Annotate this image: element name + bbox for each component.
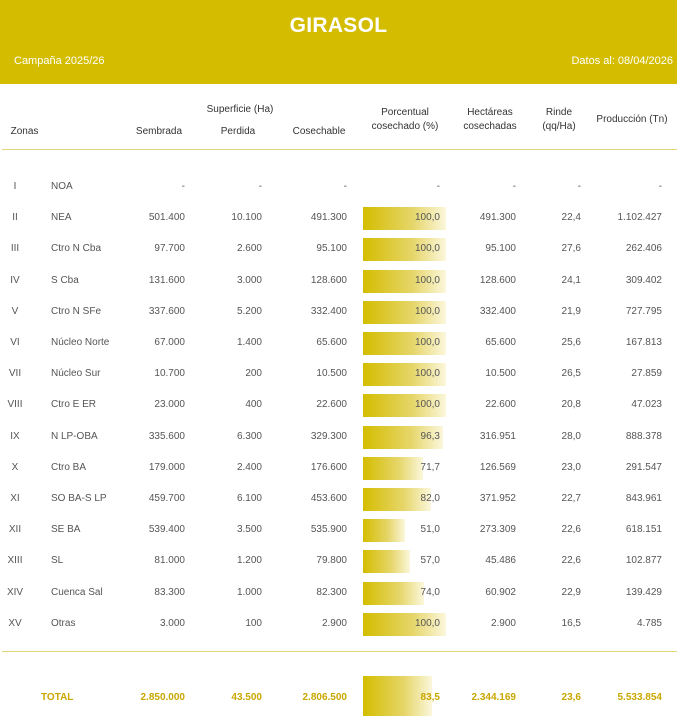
cell-porcentaje: - bbox=[436, 181, 440, 192]
total-porcentaje: 83,5 bbox=[420, 692, 440, 703]
table-row bbox=[0, 549, 683, 573]
total-perdida: 43.500 bbox=[231, 692, 262, 703]
zone-name: N LP-OBA bbox=[51, 430, 98, 442]
cell-cosechable: 82.300 bbox=[316, 586, 347, 598]
zone-number: IV bbox=[10, 274, 20, 286]
cell-produccion: 27.859 bbox=[631, 368, 662, 380]
table-row bbox=[0, 487, 683, 511]
cell-produccion: 262.406 bbox=[625, 243, 662, 255]
cell-cosechable: 332.400 bbox=[310, 305, 347, 317]
campaign-label: Campaña 2025/26 bbox=[14, 55, 105, 67]
zone-name: SO BA-S LP bbox=[51, 493, 107, 504]
cell-rinde: 24,1 bbox=[561, 274, 581, 286]
zone-name: Núcleo Norte bbox=[51, 337, 110, 348]
cell-perdida: - bbox=[258, 181, 262, 192]
cell-hectareas: 95.100 bbox=[485, 243, 516, 255]
cell-produccion: 618.151 bbox=[625, 524, 662, 536]
cell-sembrada: 10.700 bbox=[154, 368, 185, 380]
cell-hectareas: 316.951 bbox=[479, 430, 516, 442]
total-row bbox=[0, 686, 683, 710]
total-sembrada: 2.850.000 bbox=[140, 692, 185, 703]
col-header-porcentual-line2: cosechado (%) bbox=[371, 121, 439, 132]
cell-perdida: 2.600 bbox=[236, 243, 262, 255]
cell-rinde: 28,0 bbox=[561, 430, 581, 442]
total-label: TOTAL bbox=[41, 692, 74, 703]
zone-name: NEA bbox=[51, 212, 72, 224]
cell-porcentaje: 100,0 bbox=[414, 337, 440, 348]
header-divider bbox=[2, 149, 677, 150]
cell-cosechable: - bbox=[343, 181, 347, 192]
cell-hectareas: - bbox=[512, 181, 516, 192]
cell-sembrada: - bbox=[181, 181, 185, 192]
zone-number: XIV bbox=[6, 586, 24, 598]
cell-produccion: 291.547 bbox=[625, 461, 662, 473]
zone-number: XV bbox=[8, 617, 22, 629]
zone-name: SE BA bbox=[51, 524, 81, 536]
cell-rinde: 16,5 bbox=[561, 617, 581, 629]
cell-cosechable: 22.600 bbox=[316, 399, 347, 411]
col-header-sembrada: Sembrada bbox=[135, 126, 183, 137]
cell-hectareas: 2.900 bbox=[490, 617, 516, 629]
cell-rinde: 26,5 bbox=[561, 368, 581, 380]
zone-number: VI bbox=[10, 337, 20, 348]
cell-cosechable: 453.600 bbox=[310, 493, 347, 504]
cell-hectareas: 65.600 bbox=[485, 337, 516, 348]
zone-name: Ctro N SFe bbox=[51, 305, 102, 317]
col-header-rinde bbox=[534, 106, 584, 134]
zone-name: Núcleo Sur bbox=[51, 368, 101, 380]
col-header-rinde-line1: Rinde bbox=[545, 107, 573, 118]
cell-cosechable: 535.900 bbox=[310, 524, 347, 536]
cell-hectareas: 10.500 bbox=[485, 368, 516, 380]
zone-number: VII bbox=[8, 368, 22, 380]
cell-cosechable: 176.600 bbox=[310, 461, 347, 473]
total-divider bbox=[2, 651, 677, 652]
cell-porcentaje: 51,0 bbox=[420, 524, 440, 536]
table-row bbox=[0, 331, 683, 355]
cell-hectareas: 371.952 bbox=[479, 493, 516, 504]
cell-perdida: 2.400 bbox=[236, 461, 262, 473]
cell-cosechable: 491.300 bbox=[310, 212, 347, 224]
table-row bbox=[0, 362, 683, 386]
cell-perdida: 1.200 bbox=[236, 555, 262, 567]
cell-rinde: 25,6 bbox=[561, 337, 581, 348]
cell-porcentaje: 100,0 bbox=[414, 399, 440, 411]
zone-name: S Cba bbox=[51, 274, 79, 286]
cell-produccion: 843.961 bbox=[625, 493, 662, 504]
cell-perdida: 6.100 bbox=[236, 493, 262, 504]
cell-hectareas: 45.486 bbox=[485, 555, 516, 567]
cell-hectareas: 128.600 bbox=[479, 274, 516, 286]
table-row bbox=[0, 300, 683, 324]
cell-rinde: - bbox=[577, 181, 581, 192]
cell-produccion: 1.102.427 bbox=[617, 212, 662, 224]
total-rinde: 23,6 bbox=[561, 692, 581, 703]
zone-name: Ctro BA bbox=[51, 461, 87, 473]
cell-cosechable: 95.100 bbox=[316, 243, 347, 255]
col-header-rinde-line2: (qq/Ha) bbox=[542, 121, 576, 132]
col-header-porcentual bbox=[360, 106, 450, 134]
cell-porcentaje: 100,0 bbox=[414, 243, 440, 255]
cell-perdida: 3.500 bbox=[236, 524, 262, 536]
zone-name: Ctro N Cba bbox=[51, 243, 102, 255]
col-header-produccion: Producción (Tn) bbox=[596, 114, 668, 125]
table-row bbox=[0, 393, 683, 417]
cell-produccion: 4.785 bbox=[636, 617, 662, 629]
cell-sembrada: 539.400 bbox=[148, 524, 185, 536]
zone-name: NOA bbox=[51, 181, 73, 192]
cell-sembrada: 337.600 bbox=[148, 305, 185, 317]
zone-number: III bbox=[10, 243, 20, 255]
cell-cosechable: 128.600 bbox=[310, 274, 347, 286]
data-date-label: Datos al: 08/04/2026 bbox=[571, 55, 673, 67]
cell-hectareas: 273.309 bbox=[479, 524, 516, 536]
zone-number: II bbox=[12, 212, 18, 224]
total-produccion: 5.533.854 bbox=[617, 692, 662, 703]
cell-sembrada: 83.300 bbox=[154, 586, 185, 598]
cell-sembrada: 501.400 bbox=[148, 212, 185, 224]
cell-hectareas: 22.600 bbox=[485, 399, 516, 411]
cell-sembrada: 335.600 bbox=[148, 430, 185, 442]
cell-produccion: 888.378 bbox=[625, 430, 662, 442]
cell-produccion: 309.402 bbox=[625, 274, 662, 286]
cell-hectareas: 332.400 bbox=[479, 305, 516, 317]
cell-rinde: 21,9 bbox=[561, 305, 581, 317]
cell-rinde: 22,4 bbox=[561, 212, 581, 224]
cell-perdida: 10.100 bbox=[231, 212, 262, 224]
cell-perdida: 5.200 bbox=[236, 305, 262, 317]
cell-porcentaje: 57,0 bbox=[420, 555, 440, 567]
table-row bbox=[0, 269, 683, 293]
table-row bbox=[0, 581, 683, 605]
cell-sembrada: 131.600 bbox=[148, 274, 185, 286]
cell-sembrada: 3.000 bbox=[159, 617, 185, 629]
cell-cosechable: 2.900 bbox=[321, 617, 347, 629]
cell-perdida: 400 bbox=[245, 399, 262, 411]
total-cosechable: 2.806.500 bbox=[302, 692, 347, 703]
zone-number: X bbox=[11, 461, 19, 473]
col-header-perdida: Perdida bbox=[220, 126, 256, 137]
col-header-hectareas-line2: cosechadas bbox=[463, 121, 517, 132]
table-row bbox=[0, 175, 683, 199]
zone-number: V bbox=[11, 305, 19, 317]
cell-porcentaje: 100,0 bbox=[414, 274, 440, 286]
cell-rinde: 22,9 bbox=[561, 586, 581, 598]
cell-produccion: 139.429 bbox=[625, 586, 662, 598]
cell-sembrada: 97.700 bbox=[154, 243, 185, 255]
cell-rinde: 22,7 bbox=[561, 493, 581, 504]
table-row bbox=[0, 518, 683, 542]
col-header-hectareas bbox=[452, 106, 528, 134]
total-hectareas: 2.344.169 bbox=[471, 692, 516, 703]
zone-number: VIII bbox=[7, 399, 23, 411]
cell-perdida: 6.300 bbox=[236, 430, 262, 442]
zone-name: Cuenca Sal bbox=[51, 586, 103, 598]
cell-hectareas: 491.300 bbox=[479, 212, 516, 224]
zone-number: XI bbox=[10, 493, 20, 504]
cell-perdida: 3.000 bbox=[236, 274, 262, 286]
zone-number: XIII bbox=[7, 555, 23, 567]
cell-cosechable: 79.800 bbox=[316, 555, 347, 567]
cell-cosechable: 10.500 bbox=[316, 368, 347, 380]
table-row bbox=[0, 456, 683, 480]
cell-cosechable: 329.300 bbox=[310, 430, 347, 442]
col-header-cosechable: Cosechable bbox=[292, 126, 346, 137]
col-header-zonas: Zonas bbox=[10, 126, 39, 137]
cell-perdida: 1.000 bbox=[236, 586, 262, 598]
cell-perdida: 200 bbox=[245, 368, 262, 380]
table-row bbox=[0, 425, 683, 449]
table-row bbox=[0, 612, 683, 636]
cell-rinde: 20,8 bbox=[561, 399, 581, 411]
cell-rinde: 23,0 bbox=[561, 461, 581, 473]
cell-perdida: 100 bbox=[245, 617, 262, 629]
table-row bbox=[0, 206, 683, 230]
cell-porcentaje: 100,0 bbox=[414, 617, 440, 629]
cell-sembrada: 23.000 bbox=[154, 399, 185, 411]
cell-hectareas: 60.902 bbox=[485, 586, 516, 598]
col-header-superficie: Superficie (Ha) bbox=[206, 104, 274, 115]
page-header bbox=[0, 0, 677, 84]
cell-sembrada: 81.000 bbox=[154, 555, 185, 567]
zone-number: XII bbox=[8, 524, 22, 536]
cell-perdida: 1.400 bbox=[236, 337, 262, 348]
table-row bbox=[0, 237, 683, 261]
cell-sembrada: 459.700 bbox=[148, 493, 185, 504]
cell-porcentaje: 100,0 bbox=[414, 212, 440, 224]
zone-name: SL bbox=[51, 555, 64, 567]
page-title: GIRASOL bbox=[289, 14, 388, 37]
cell-produccion: - bbox=[658, 181, 662, 192]
cell-porcentaje: 71,7 bbox=[420, 461, 440, 473]
cell-rinde: 22,6 bbox=[561, 524, 581, 536]
cell-rinde: 27,6 bbox=[561, 243, 581, 255]
zone-name: Otras bbox=[51, 617, 76, 629]
zone-number: I bbox=[13, 181, 17, 192]
cell-produccion: 167.813 bbox=[625, 337, 662, 348]
col-header-hectareas-line1: Hectáreas bbox=[467, 107, 513, 118]
cell-porcentaje: 96,3 bbox=[420, 430, 440, 442]
cell-sembrada: 179.000 bbox=[148, 461, 185, 473]
col-header-porcentual-line1: Porcentual bbox=[381, 107, 429, 118]
cell-produccion: 47.023 bbox=[631, 399, 662, 411]
cell-produccion: 727.795 bbox=[625, 305, 662, 317]
cell-porcentaje: 82,0 bbox=[420, 493, 440, 504]
zone-name: Ctro E ER bbox=[51, 399, 97, 411]
cell-porcentaje: 100,0 bbox=[414, 368, 440, 380]
cell-porcentaje: 74,0 bbox=[420, 586, 440, 598]
cell-cosechable: 65.600 bbox=[316, 337, 347, 348]
cell-porcentaje: 100,0 bbox=[414, 305, 440, 317]
cell-produccion: 102.877 bbox=[625, 555, 662, 567]
cell-rinde: 22,6 bbox=[561, 555, 581, 567]
zone-number: IX bbox=[10, 430, 20, 442]
cell-sembrada: 67.000 bbox=[154, 337, 185, 348]
cell-hectareas: 126.569 bbox=[479, 461, 516, 473]
